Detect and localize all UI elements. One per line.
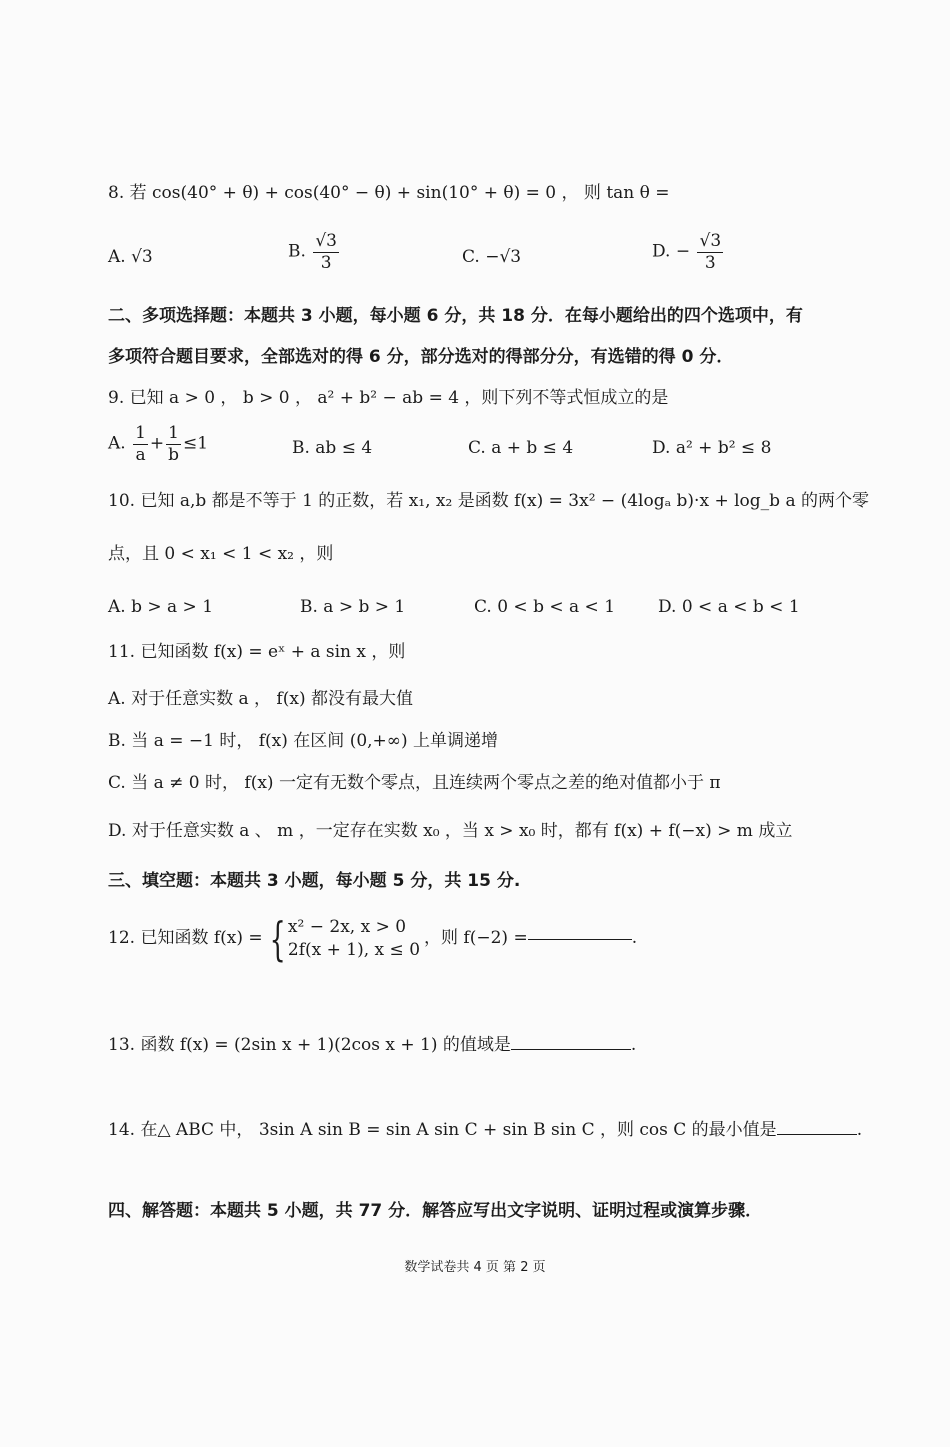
- q13-end: .: [630, 1035, 637, 1055]
- q11-option-d: D. 对于任意实数 a 、 m ，一定存在实数 x₀ ，当 x > x₀ 时，都有 f(x) + f(−x) > m 成立: [108, 821, 793, 841]
- q12-cases: [288, 916, 420, 962]
- q9-option-c: C. a + b ≤ 4: [468, 438, 574, 458]
- section-4-heading: 四、解答题：本题共 5 小题，共 77 分．解答应写出文字说明、证明过程或演算步骤．: [108, 1201, 763, 1221]
- q9-option-b: B. ab ≤ 4: [292, 438, 373, 458]
- q12-answer-blank[interactable]: [528, 938, 632, 940]
- q14-end: .: [856, 1120, 863, 1140]
- q14-line: [108, 1122, 862, 1139]
- q8-option-b-denominator: 3: [320, 252, 332, 273]
- q12-case-1: x² − 2x, x > 0: [287, 917, 407, 937]
- q11-option-a: A. 对于任意实数 a ， f(x) 都没有最大值: [108, 689, 413, 709]
- q9-stem: 9. 已知 a > 0 ， b > 0 ， a² + b² − ab = 4 ，则下列不等式恒成立的是: [108, 388, 669, 408]
- q10-stem-line1: 10. 已知 a,b 都是不等于 1 的正数，若 x₁, x₂ 是函数 f(x) = 3x² − (4logₐ b)·x + log_b a 的两个零: [108, 491, 869, 511]
- q8-option-d-denominator: 3: [704, 252, 716, 273]
- q10-stem-line2: 点，且 0 < x₁ < 1 < x₂ ，则: [108, 544, 334, 564]
- q9-option-a-fraction-2: [166, 424, 181, 464]
- q8-option-d-fraction: [697, 232, 723, 272]
- page-footer: 数学试卷共 4 页 第 2 页: [404, 1260, 546, 1275]
- q10-option-a: A. b > a > 1: [108, 597, 214, 617]
- section-2-heading-line2: 多项符合题目要求，全部选对的得 6 分，部分选对的得部分分，有选错的得 0 分．: [108, 347, 734, 367]
- q8-option-b-label: B.: [288, 241, 306, 262]
- q12-line: [108, 911, 638, 966]
- q9-option-a-tail: ≤1: [183, 433, 209, 454]
- q9-option-a-den-1: a: [135, 444, 146, 465]
- q13-text: 13. 函数 f(x) = (2sin x + 1)(2cos x + 1) 的值域是: [108, 1035, 511, 1055]
- q13-answer-blank[interactable]: [511, 1048, 631, 1050]
- q14-answer-blank[interactable]: [777, 1133, 857, 1135]
- q12-case-2: 2f(x + 1), x ≤ 0: [287, 939, 421, 960]
- q9-option-a-label: A.: [108, 433, 126, 454]
- q11-stem: 11. 已知函数 f(x) = eˣ + a sin x ，则: [108, 642, 406, 662]
- q8-option-b-fraction: [313, 232, 339, 272]
- q8-option-d: [652, 232, 725, 272]
- q12-prefix: 12. 已知函数 f(x) =: [108, 928, 263, 949]
- q9-option-a-num-1: 1: [135, 423, 146, 443]
- section-2-heading-line1: 二、多项选择题：本题共 3 小题，每小题 6 分，共 18 分．在每小题给出的四个选项中，有: [108, 306, 803, 326]
- q8-option-b: [288, 232, 341, 272]
- q8-option-b-numerator: √3: [315, 231, 337, 251]
- q8-stem: 8. 若 cos(40° + θ) + cos(40° − θ) + sin(10° + θ) = 0 ， 则 tan θ =: [108, 183, 670, 203]
- q12-brace: {: [269, 911, 286, 966]
- q10-option-d: D. 0 < a < b < 1: [658, 597, 800, 617]
- q11-option-c: C. 当 a ≠ 0 时， f(x) 一定有无数个零点，且连续两个零点之差的绝对值都小于 π: [108, 773, 721, 793]
- q8-option-d-label: D. −: [652, 241, 691, 262]
- q12-suffix: ，则 f(−2) =: [424, 928, 528, 949]
- q9-option-a-num-2: 1: [168, 423, 179, 443]
- q9-option-a-plus: +: [149, 433, 165, 454]
- q12-end: .: [631, 928, 638, 949]
- q9-option-a-fraction-1: [133, 424, 148, 464]
- q11-option-b: B. 当 a = −1 时， f(x) 在区间 (0,+∞) 上单调递增: [108, 731, 499, 751]
- q14-text: 14. 在△ ABC 中， 3sin A sin B = sin A sin C + sin B sin C ，则 cos C 的最小值是: [108, 1120, 777, 1140]
- q10-option-b: B. a > b > 1: [300, 597, 406, 617]
- q9-option-a: [108, 424, 208, 464]
- q9-option-d: D. a² + b² ≤ 8: [652, 438, 772, 458]
- section-3-heading: 三、填空题：本题共 3 小题，每小题 5 分，共 15 分.: [108, 871, 521, 891]
- q9-option-a-den-2: b: [168, 444, 180, 465]
- q8-option-a: A. √3: [108, 247, 153, 267]
- q10-option-c: C. 0 < b < a < 1: [474, 597, 616, 617]
- q8-option-c: C. −√3: [462, 247, 522, 267]
- q8-option-d-numerator: √3: [699, 231, 722, 251]
- q13-line: [108, 1037, 636, 1054]
